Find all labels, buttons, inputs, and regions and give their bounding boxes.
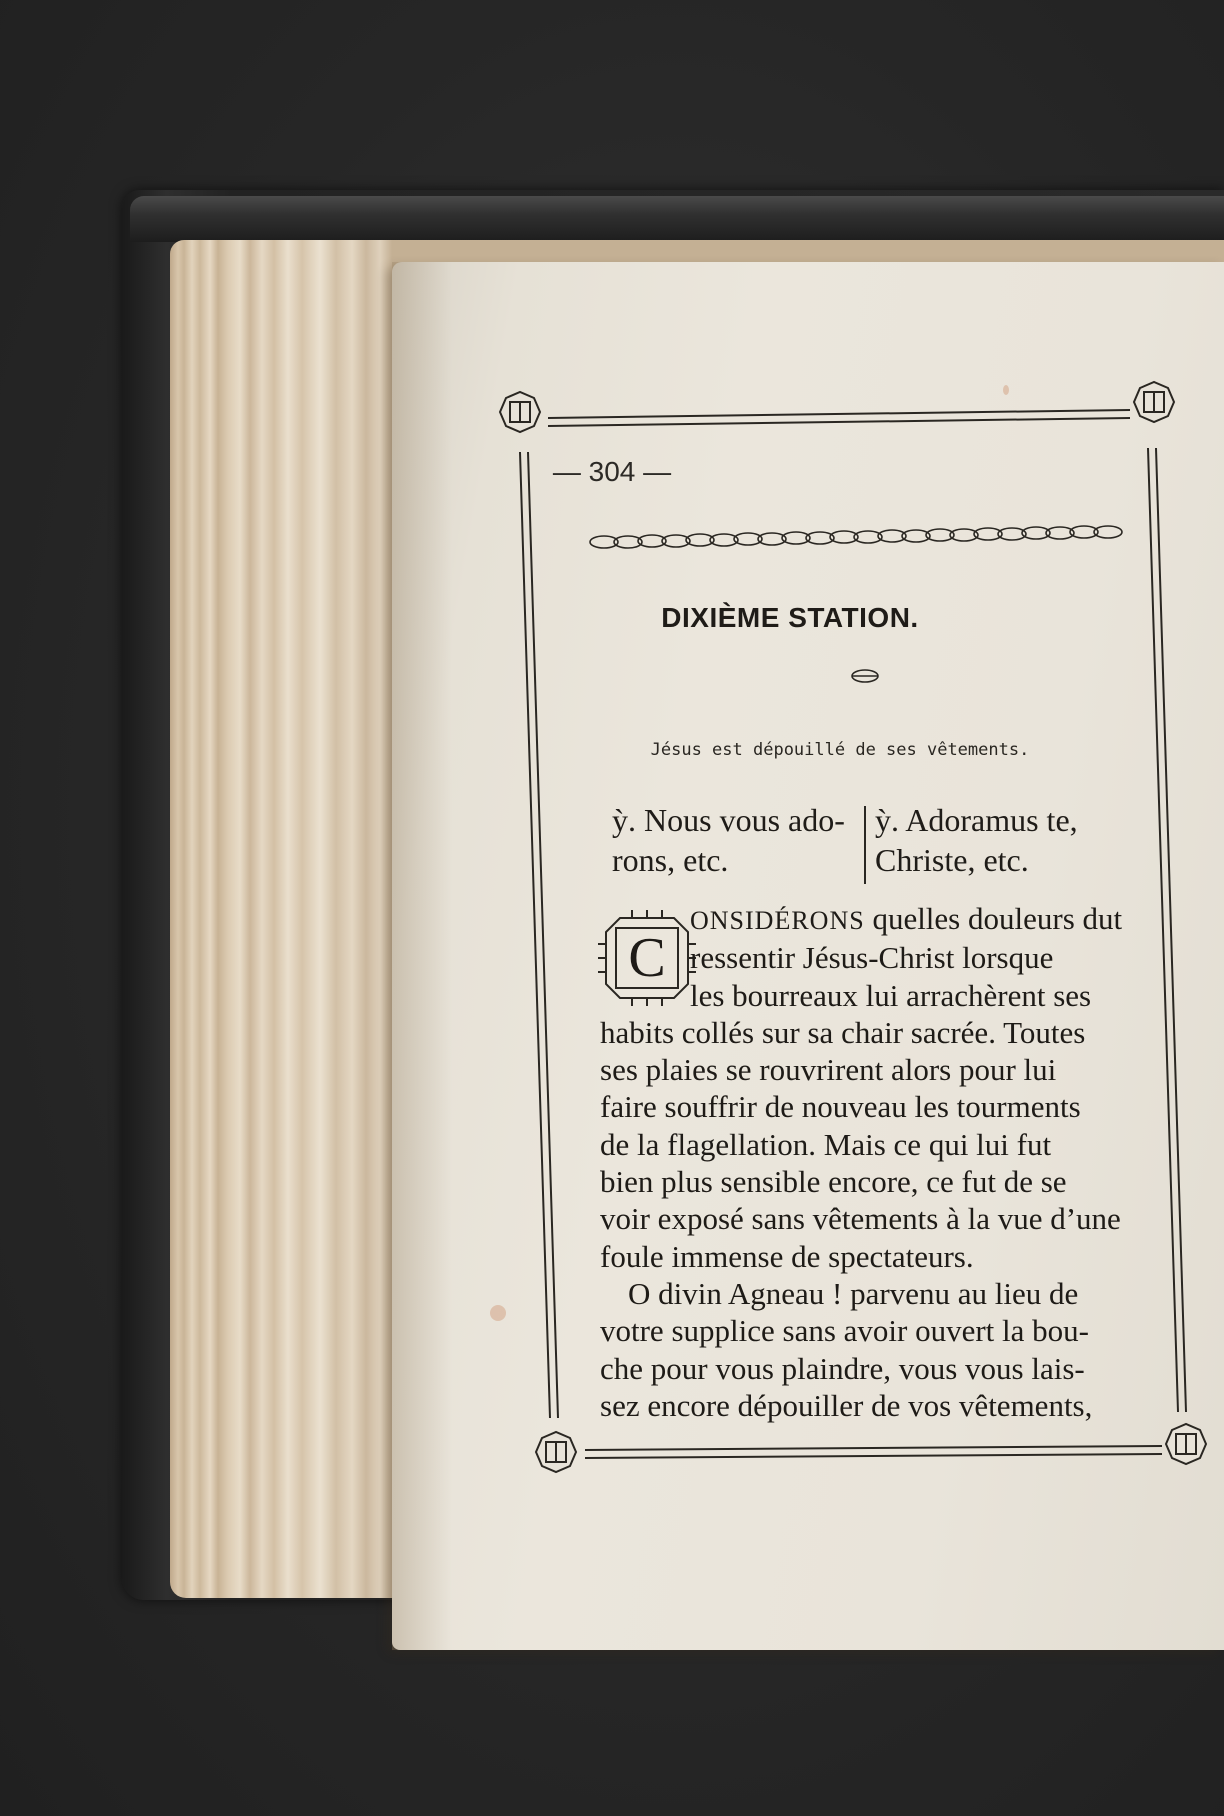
text-line: les bourreaux lui arrachèrent ses <box>690 977 1092 1013</box>
text-line: voir exposé sans vêtements à la vue d’une <box>600 1201 1121 1237</box>
link-ornament-icon <box>852 670 878 682</box>
text-line: che pour vous plaindre, vous vous lais- <box>600 1350 1085 1386</box>
text-line: foule immense de spectateurs. <box>600 1238 974 1274</box>
corner-ornament-icon <box>1166 1424 1206 1464</box>
corner-ornament-icon <box>536 1432 576 1472</box>
text-line: faire souffrir de nouveau les tourments <box>600 1089 1081 1125</box>
meditation-text <box>600 900 1140 1424</box>
corner-ornament-icon <box>500 392 540 432</box>
versicle-line: ỳ. Nous vous ado- <box>612 802 845 838</box>
page-number: — 304 — <box>552 456 672 487</box>
versicle-french <box>612 800 845 880</box>
text-line: ses plaies se rouvrirent alors pour lui <box>600 1052 1057 1088</box>
text-line: sez encore dépouiller de vos vêtements, <box>600 1387 1093 1423</box>
corner-ornament-icon <box>1134 382 1174 422</box>
station-title: DIXIÈME STATION. <box>661 602 919 633</box>
versicle-line: ỳ. Adoramus te, <box>875 802 1078 838</box>
column-divider <box>864 806 866 884</box>
text-line: ressentir Jésus-Christ lorsque <box>690 940 1054 976</box>
versicle-line: Christe, etc. <box>875 842 1029 878</box>
text-line: de la flagellation. Mais ce qui lui fut <box>600 1126 1052 1162</box>
drop-cap: C <box>628 927 666 989</box>
text-line: bien plus sensible encore, ce fut de se <box>600 1164 1067 1200</box>
text-line: ONSIDÉRONS quelles douleurs dut <box>690 901 1123 936</box>
versicle-line: rons, etc. <box>612 842 729 878</box>
text-line: O divin Agneau ! parvenu au lieu de <box>628 1275 1079 1311</box>
chain-ornament <box>590 526 1122 548</box>
first-word: ONSIDÉRONS <box>690 906 865 935</box>
text-line: votre supplice sans avoir ouvert la bou- <box>600 1313 1089 1349</box>
text-line: habits collés sur sa chair sacrée. Toutes <box>600 1014 1086 1050</box>
versicle-latin <box>875 800 1078 880</box>
station-subtitle: Jésus est dépouillé de ses vêtements. <box>650 740 1030 760</box>
